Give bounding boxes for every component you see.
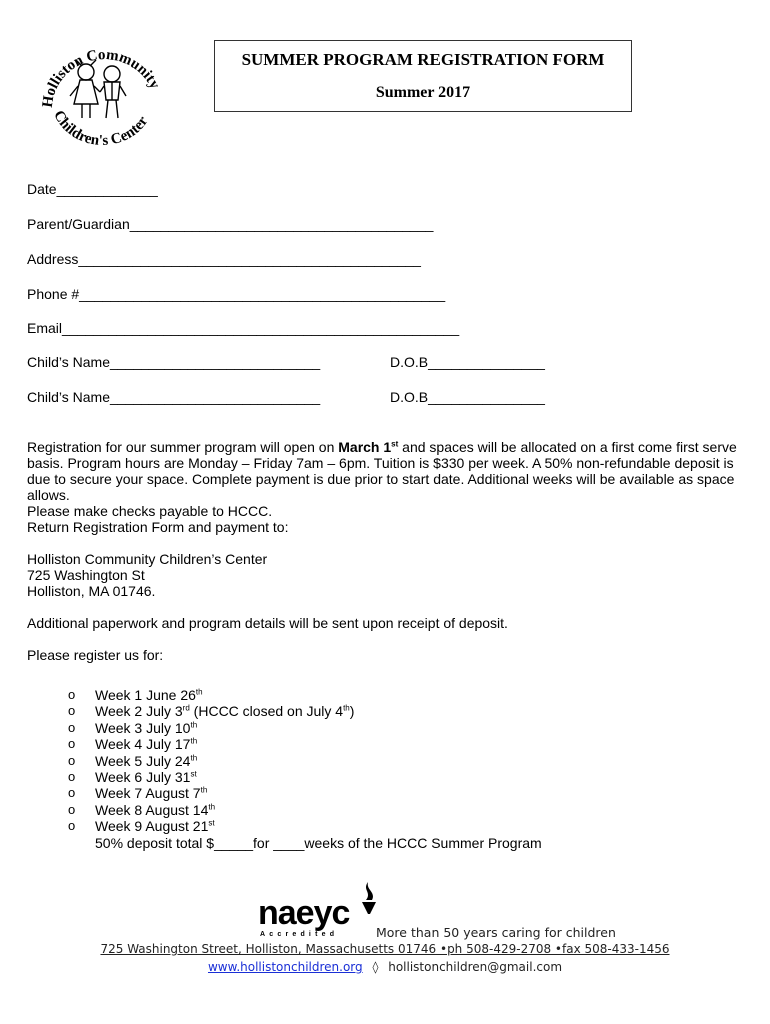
naeyc-wordmark: naeyc: [258, 894, 350, 932]
naeyc-logo: [258, 880, 380, 940]
week-label: Week 1 June 26th: [95, 687, 203, 703]
child1-dob-field[interactable]: D.O.B_______________: [390, 354, 545, 370]
reg-text-pre: Registration for our summer program will open on: [27, 439, 339, 455]
register-prompt: Please register us for:: [27, 647, 164, 663]
form-subtitle: Summer 2017: [375, 84, 471, 101]
weeks-list: [68, 687, 542, 851]
week-option[interactable]: [68, 802, 542, 818]
footer-email: hollistonchildren@gmail.com: [388, 960, 563, 974]
checkbox-circle-icon[interactable]: o: [68, 818, 76, 834]
week-option[interactable]: [68, 736, 542, 752]
additional-paperwork-line: Additional paperwork and program details will be sent upon receipt of deposit.: [27, 615, 508, 631]
footer-address: 725 Washington Street, Holliston, Massachusetts 01746 •ph 508-429-2708 •fax 508-433-1456: [100, 942, 670, 956]
address-line-3: Holliston, MA 01746.: [27, 583, 156, 599]
checkbox-circle-icon[interactable]: o: [68, 752, 76, 768]
child2-name-field[interactable]: Child’s Name___________________________: [27, 389, 321, 405]
address-line-1: Holliston Community Children’s Center: [27, 551, 268, 567]
phone-field[interactable]: Phone #_______________________________________________: [27, 286, 446, 302]
child1-name-field[interactable]: Child’s Name___________________________: [27, 354, 321, 370]
week-label: Week 9 August 21st: [95, 818, 215, 835]
date-field[interactable]: Date_____________: [27, 181, 158, 197]
checkbox-circle-icon[interactable]: o: [68, 801, 76, 817]
week-label: Week 8 August 14th: [95, 801, 216, 818]
center-logo: [30, 30, 170, 160]
logo-bottom-text: Children's Center: [50, 108, 152, 150]
separator-icon: ◊: [372, 960, 379, 974]
checkbox-circle-icon[interactable]: o: [68, 703, 76, 719]
return-line: Return Registration Form and payment to:: [27, 519, 289, 535]
logo-top-text: Holliston Community: [39, 46, 163, 109]
checks-line: Please make checks payable to HCCC.: [27, 503, 273, 519]
deposit-total-line[interactable]: 50% deposit total $_____for ____weeks of the HCCC Summer Program: [95, 834, 542, 851]
week-option[interactable]: [68, 818, 542, 834]
tagline: More than 50 years caring for children: [376, 925, 616, 940]
child2-dob-field[interactable]: D.O.B_______________: [390, 389, 545, 405]
torch-icon: [362, 902, 376, 914]
children-drawing-icon: [70, 60, 126, 118]
week-option[interactable]: [68, 687, 542, 703]
week-label: Week 4 July 17th: [95, 736, 198, 753]
week-label: Week 7 August 7th: [95, 785, 208, 802]
website-link[interactable]: www.hollistonchildren.org: [207, 960, 363, 974]
checkbox-circle-icon[interactable]: o: [68, 769, 76, 785]
week-option[interactable]: [68, 785, 542, 801]
checkbox-circle-icon[interactable]: o: [68, 687, 76, 702]
footer-contact: [0, 960, 770, 974]
parent-guardian-field[interactable]: Parent/Guardian_______________________________________: [27, 216, 434, 232]
week-option[interactable]: [68, 769, 542, 785]
checkbox-circle-icon[interactable]: o: [68, 736, 76, 752]
week-label: Week 6 July 31st: [95, 769, 197, 786]
footer-logo-row: [0, 880, 770, 940]
form-title-box: [214, 40, 632, 112]
checkbox-circle-icon[interactable]: o: [68, 785, 76, 801]
accredited-text: Accredited: [260, 931, 339, 938]
week-option[interactable]: [68, 703, 542, 719]
week-label: Week 5 July 24th: [95, 752, 198, 769]
week-option[interactable]: [68, 753, 542, 769]
address-field[interactable]: Address____________________________________________: [27, 251, 421, 267]
address-line-2: 725 Washington St: [27, 567, 145, 583]
registration-paragraph: [27, 439, 747, 503]
reg-text-post: and spaces will be allocated on a first come first serve basis. Program hours are Monday – Friday 7am – 6pm. Tuition is $330 per week. A 50% non-refundable deposit is due to secure your space. Complete payment is due prior to start date. Additional weeks will be available as space allows.: [27, 439, 737, 503]
week-option[interactable]: [68, 720, 542, 736]
form-title: SUMMER PROGRAM REGISTRATION FORM: [241, 50, 605, 69]
registration-info: [27, 439, 747, 663]
email-field[interactable]: Email___________________________________________________: [27, 320, 460, 336]
torch-flame-icon: [366, 882, 373, 900]
reg-date-bold: March 1st: [338, 439, 399, 455]
week-label: Week 3 July 10th: [95, 719, 198, 736]
week-label: Week 2 July 3rd (HCCC closed on July 4th): [95, 703, 355, 720]
checkbox-circle-icon[interactable]: o: [68, 719, 76, 735]
